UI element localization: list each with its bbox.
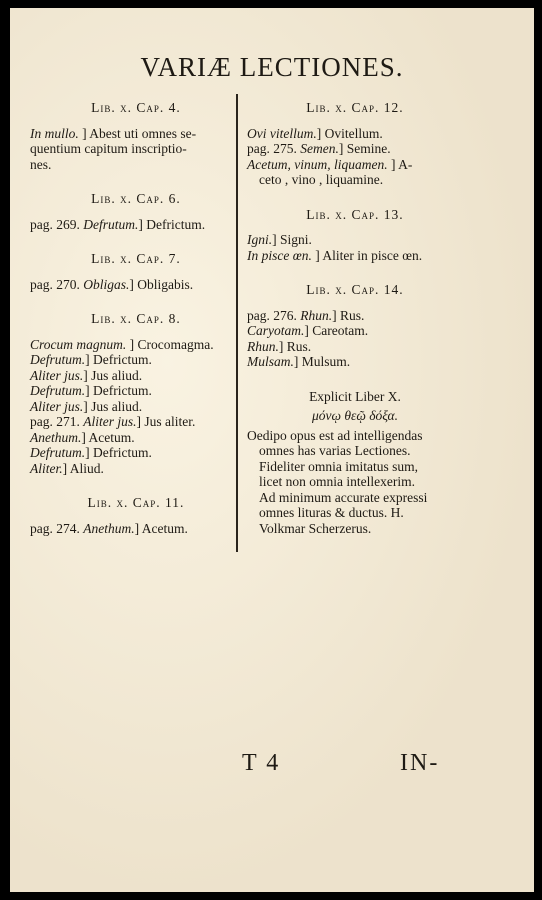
signature-mark: T 4 [242,750,281,776]
section-cap-14 [247,282,463,370]
book-page [10,8,534,892]
entry-line: Aliter jus.] Jus aliud. [30,367,143,383]
entry-line: nes. [30,156,52,172]
entry-line: pag. 274. Anethum.] Acetum. [30,520,188,536]
entry-line: pag. 276. Rhun.] Rus. [247,307,365,323]
section-heading: Lib. x. Cap. 13. [306,206,404,222]
entry-line: Defrutum.] Defrictum. [30,445,152,460]
entry-line: Crocum magnum. ] Crocomagma. [30,336,214,352]
note-line: Oedipo opus est ad intelligendas [247,427,423,443]
colophon [247,389,463,537]
catchword: IN- [400,750,440,776]
entry-line: In pisce œn. ] Aliter in pisce œn. [247,247,423,263]
section-heading: Lib. x. Cap. 12. [306,100,404,115]
section-heading: Lib. x. Cap. 6. [91,191,181,206]
entry-line: quentium capitum inscriptio- [30,141,187,156]
section-cap-8 [30,311,242,476]
entry-line: In mullo. ] Abest uti omnes se- [30,125,197,141]
section-cap-6 [30,191,242,232]
note-line: Volkmar Scherzerus. [259,520,372,536]
entry-line: Rhun.] Rus. [247,338,312,354]
section-heading: Lib. x. Cap. 14. [306,282,404,297]
entry-line: pag. 270. Obligas.] Obligabis. [30,276,194,292]
section-heading: Lib. x. Cap. 11. [87,495,185,510]
entry-line: Mulsam.] Mulsum. [247,354,351,369]
section-heading: Lib. x. Cap. 4. [91,100,181,115]
entry-line: Defrutum.] Defrictum. [30,383,152,398]
note-line: Fideliter omnia imitatus sum, [259,458,418,474]
entry-line: Ovi vitellum.] Ovitellum. [247,125,383,141]
entry-line: pag. 271. Aliter jus.] Jus aliter. [30,414,196,429]
entry-line: pag. 269. Defrutum.] Defrictum. [30,216,206,232]
note-line: Ad minimum accurate expressi [259,489,428,505]
entry-line: Acetum, vinum, liquamen. ] A- [247,156,413,172]
section-cap-7 [30,251,242,292]
explicit-line: Explicit Liber X. [309,388,401,404]
section-cap-11 [30,495,242,536]
entry-line: Defrutum.] Defrictum. [30,352,152,367]
right-column [247,100,463,536]
entry-line: Caryotam.] Careotam. [247,323,369,338]
entry-line: Anethum.] Acetum. [30,429,135,445]
entry-line: ceto , vino , liquamine. [259,172,384,187]
left-column [30,100,242,555]
note-line: licet non omnia intellexerim. [259,474,415,489]
section-cap-13 [247,207,463,264]
entry-line: Aliter jus.] Jus aliud. [30,398,143,414]
section-cap-12 [247,100,463,188]
entry-line: Aliter.] Aliud. [30,460,104,476]
page-title: VARIÆ LECTIONES. [140,52,404,82]
note-line: omnes has varias Lectiones. [259,443,411,458]
entry-line: pag. 275. Semen.] Semine. [247,141,391,156]
note-line: omnes lituras & ductus. H. [259,505,404,520]
section-heading: Lib. x. Cap. 7. [91,251,181,266]
entry-line: Igni.] Signi. [247,232,312,247]
section-heading: Lib. x. Cap. 8. [91,311,181,326]
section-cap-4 [30,100,242,172]
greek-doxology: μόνῳ θεῷ δόξα. [312,408,398,423]
